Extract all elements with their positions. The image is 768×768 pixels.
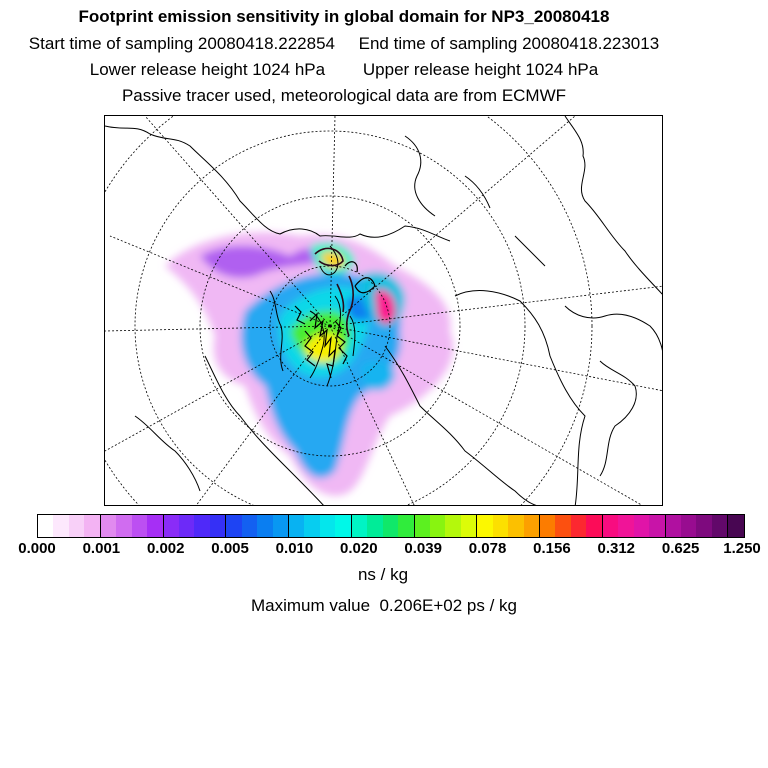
- colorbar-segment: [603, 515, 618, 537]
- colorbar-tick-label: 0.020: [340, 540, 378, 557]
- colorbar-segment: [571, 515, 586, 537]
- colorbar-segment: [477, 515, 492, 537]
- colorbar-segment: [273, 515, 289, 537]
- colorbar-segment: [116, 515, 131, 537]
- colorbar-segment: [430, 515, 445, 537]
- colorbar-unit-label: ns / kg: [357, 565, 409, 584]
- colorbar-segment: [257, 515, 272, 537]
- sampling-time-line: Start time of sampling 20080418.222854 End time of sampling 20080418.223013: [28, 34, 660, 53]
- colorbar-segment: [164, 515, 179, 537]
- colorbar-segment: [493, 515, 508, 537]
- colorbar-segment: [618, 515, 633, 537]
- colorbar-segment: [69, 515, 84, 537]
- colorbar-segment: [666, 515, 681, 537]
- colorbar-segment: [304, 515, 319, 537]
- colorbar-segment: [524, 515, 540, 537]
- colorbar-segment: [226, 515, 241, 537]
- colorbar-tick-label: 0.625: [661, 540, 700, 557]
- colorbar-tick-label: 0.005: [211, 540, 249, 557]
- maximum-value-label: Maximum value 0.206E+02 ps / kg: [251, 596, 517, 615]
- release-height-line: Lower release height 1024 hPa Upper release height 1024 hPa: [89, 60, 599, 79]
- colorbar-tick-label: 0.002: [146, 540, 185, 557]
- colorbar-tick-label: 0.156: [533, 540, 571, 557]
- colorbar-tick-label: 1.250: [723, 540, 761, 557]
- colorbar-segment: [147, 515, 163, 537]
- colorbar-segment: [383, 515, 398, 537]
- colorbar-segment: [696, 515, 711, 537]
- colorbar-segment: [540, 515, 555, 537]
- colorbar-segment: [398, 515, 414, 537]
- colorbar-tick-label: 0.001: [82, 540, 121, 557]
- colorbar-segment: [84, 515, 100, 537]
- colorbar-tick-label: 0.312: [597, 540, 636, 557]
- colorbar-tick-label: 0.000: [18, 540, 56, 557]
- colorbar-segment: [38, 515, 53, 537]
- colorbar-segment: [335, 515, 351, 537]
- colorbar-segment: [320, 515, 335, 537]
- colorbar-segment: [586, 515, 602, 537]
- colorbar-segment: [194, 515, 209, 537]
- colorbar-segment: [352, 515, 367, 537]
- colorbar: [37, 514, 745, 538]
- colorbar-segment: [242, 515, 257, 537]
- colorbar-segment: [508, 515, 523, 537]
- colorbar-segment: [53, 515, 68, 537]
- tracer-info-line: Passive tracer used, meteorological data are from ECMWF: [121, 86, 567, 105]
- colorbar-tick-label: 0.078: [468, 540, 507, 557]
- colorbar-segment: [681, 515, 696, 537]
- colorbar-segment: [132, 515, 147, 537]
- colorbar-segment: [101, 515, 116, 537]
- map-title: Footprint emission sensitivity in global domain for NP3_20080418: [78, 7, 610, 26]
- colorbar-segment: [210, 515, 226, 537]
- footprint-map: [104, 115, 663, 506]
- map-canvas: [105, 116, 663, 506]
- colorbar-segment: [461, 515, 477, 537]
- colorbar-tick-label: 0.010: [275, 540, 314, 557]
- colorbar-segment: [649, 515, 665, 537]
- colorbar-segment: [367, 515, 382, 537]
- sensitivity-field: [165, 232, 453, 495]
- colorbar-segment: [289, 515, 304, 537]
- colorbar-segment: [728, 515, 743, 537]
- colorbar-segment: [415, 515, 430, 537]
- colorbar-segment: [445, 515, 460, 537]
- colorbar-segment: [555, 515, 570, 537]
- colorbar-segment: [634, 515, 649, 537]
- colorbar-segment: [179, 515, 194, 537]
- colorbar-tick-label: 0.039: [404, 540, 442, 557]
- colorbar-segment: [712, 515, 728, 537]
